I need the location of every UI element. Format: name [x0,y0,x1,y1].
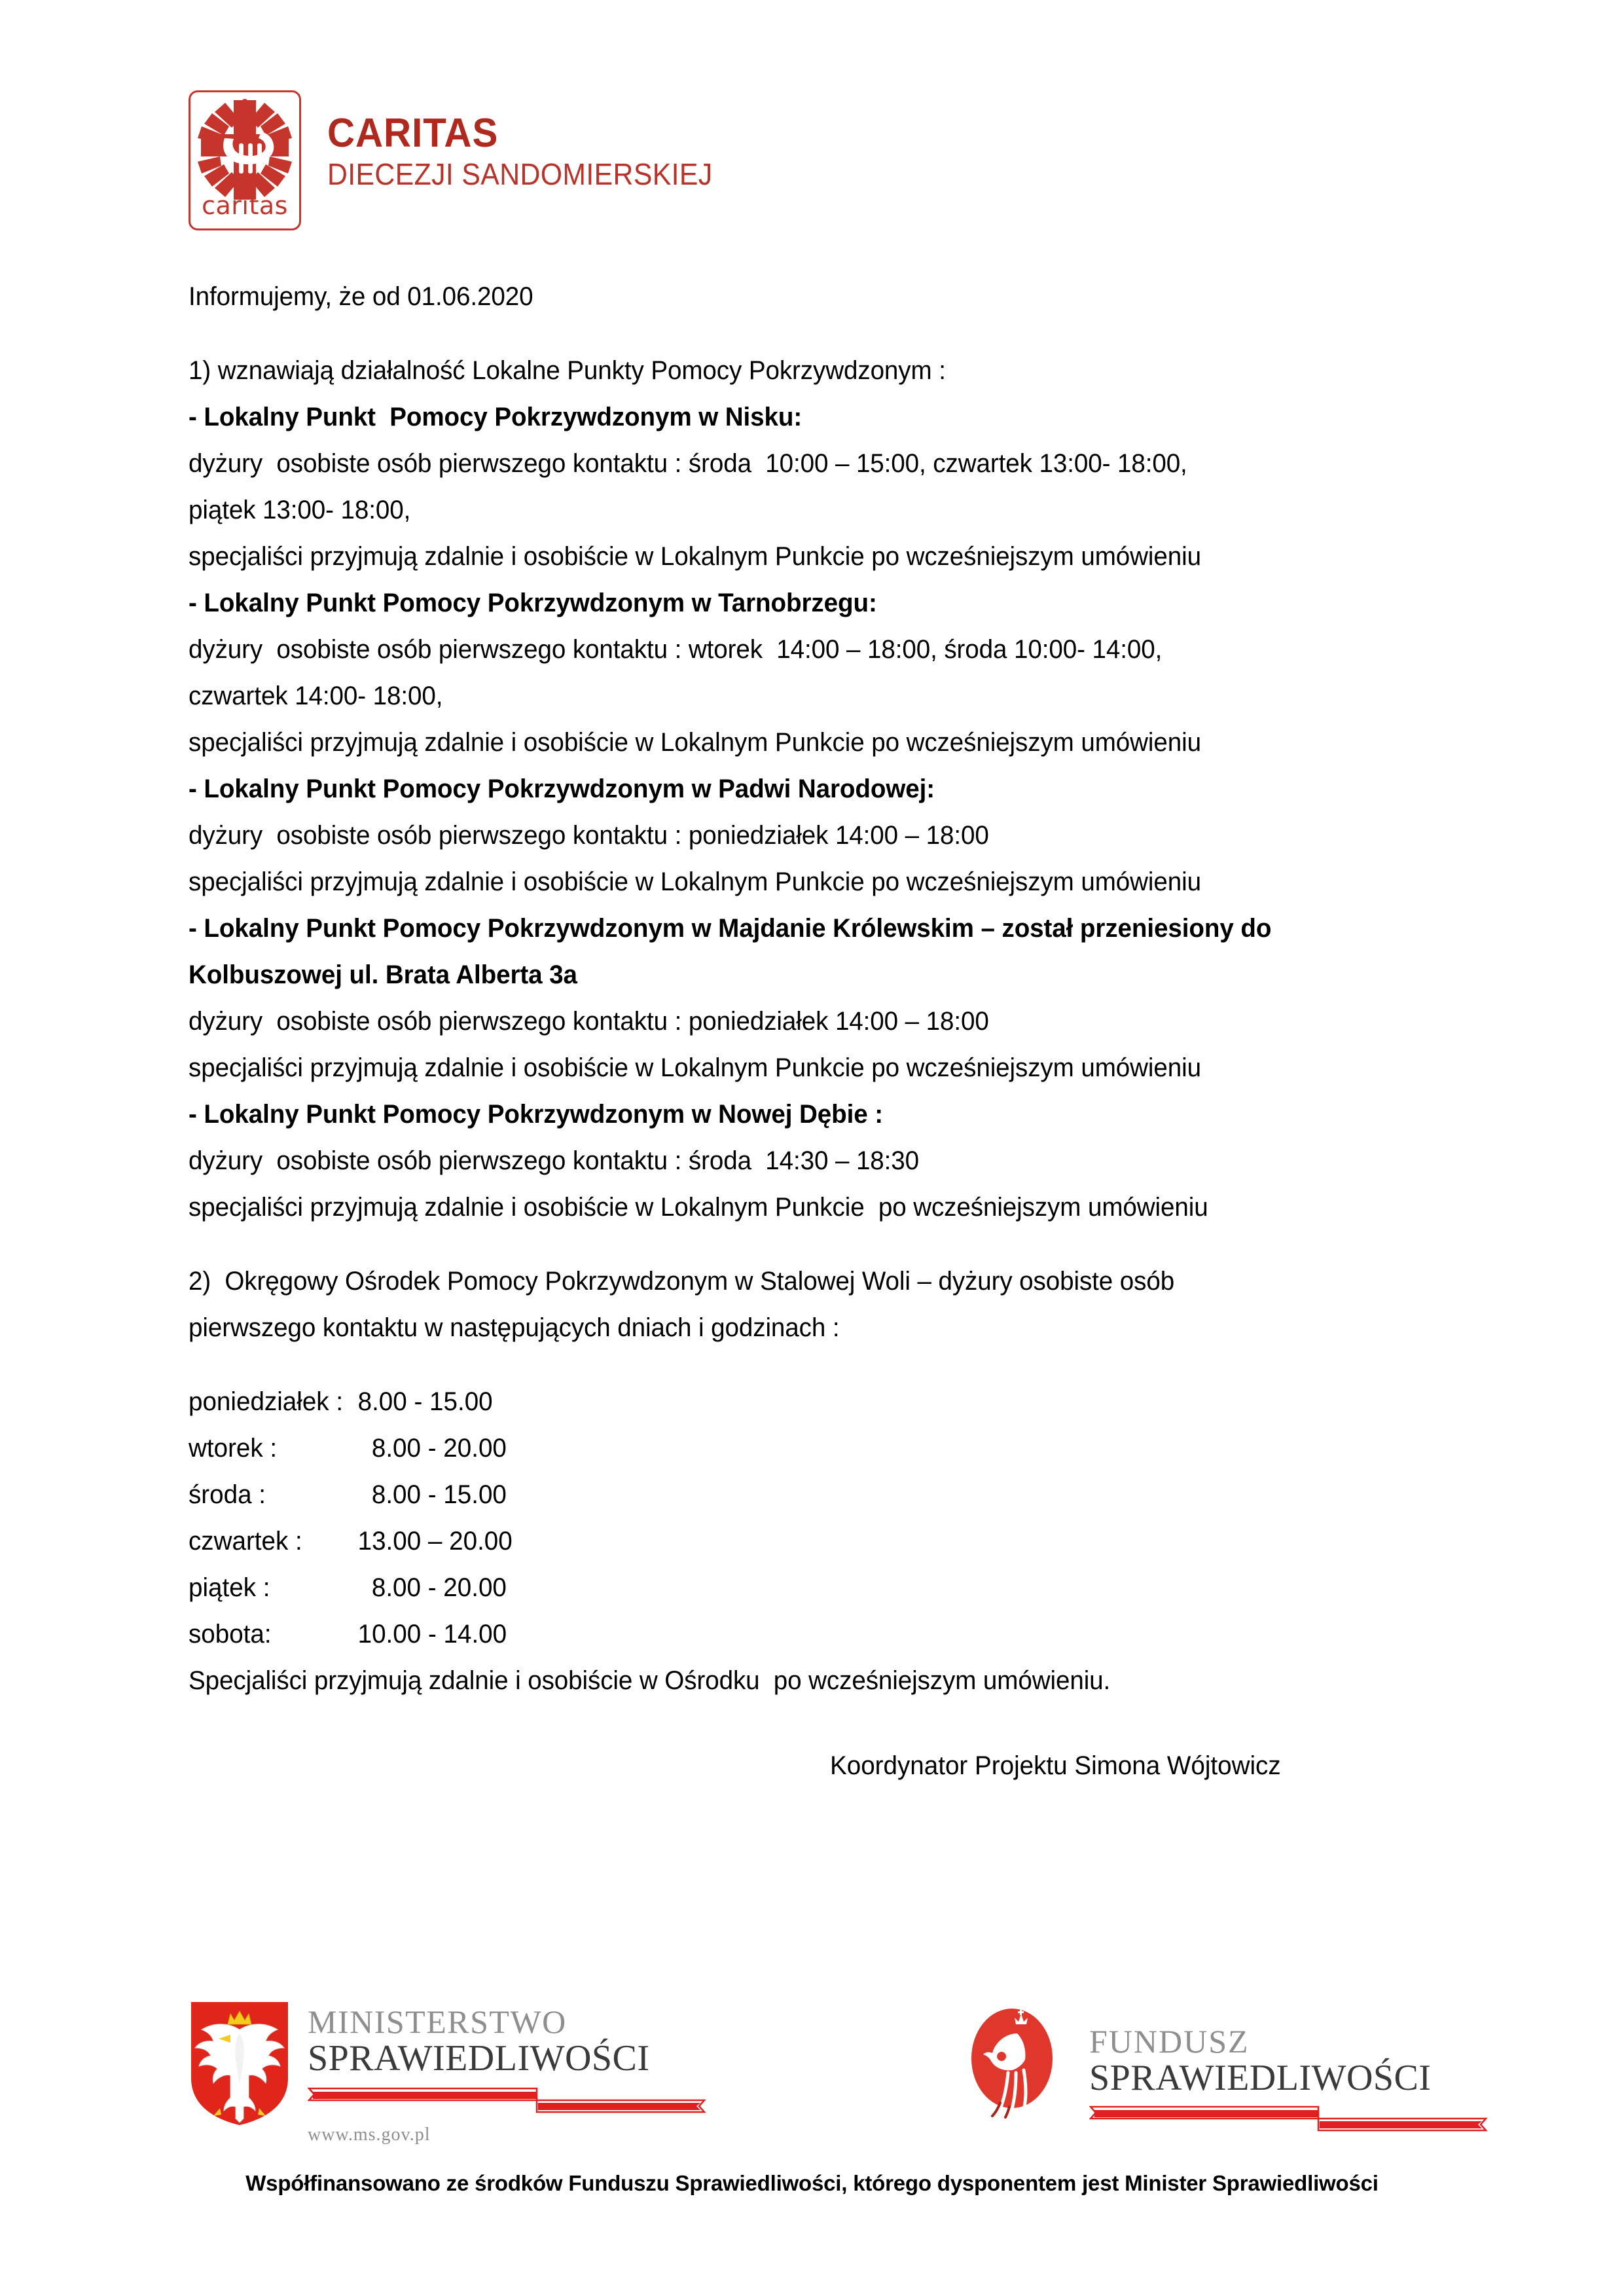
schedule-row [189,1565,1401,1611]
ministry-url: www.ms.gov.pl [308,2124,431,2145]
ministry-wordmark [308,1999,707,2145]
polish-eagle-crest-icon [189,1999,291,2128]
section2-line2: pierwszego kontaktu w następujących dniach i godzinach : [189,1313,840,1342]
schedule-hours: 8.00 - 20.00 [371,1573,507,1602]
intro-line: Informujemy, że od 01.06.2020 [189,282,533,311]
ministry-line1: MINISTERSTWO [308,2003,567,2040]
point-title-majdan-cont: Kolbuszowej ul. Brata Alberta 3a [189,960,577,989]
letter-body [189,274,1445,1704]
point-title-majdan: - Lokalny Punkt Pomocy Pokrzywdzonym w Majdanie Królewskim – został przeniesiony do [189,914,1272,943]
point-line: specjaliści przyjmują zdalnie i osobiście w Lokalnym Punkcie po wcześniejszym umówieniu [189,542,1201,571]
schedule-row [189,1425,1401,1472]
schedule-hours: 8.00 - 15.00 [357,1387,493,1416]
point-line: piątek 13:00- 18:00, [189,496,411,524]
point-line: specjaliści przyjmują zdalnie i osobiście w Lokalnym Punkcie po wcześniejszym umówieniu [189,1053,1201,1082]
fund-wordmark [1089,2005,1489,2136]
point-line: dyżury osobiste osób pierwszego kontaktu : środa 10:00 – 15:00, czwartek 13:00- 18:00, [189,449,1187,478]
signature-line: Koordynator Projektu Simona Wójtowicz [830,1751,1281,1780]
point-line: specjaliści przyjmują zdalnie i osobiście w Lokalnym Punkcie po wcześniejszym umówieniu [189,1193,1208,1222]
fund-line1: FUNDUSZ [1089,2023,1250,2060]
point-line: specjaliści przyjmują zdalnie i osobiście w Lokalnym Punkcie po wcześniejszym umówieniu [189,867,1201,896]
letterhead [189,90,742,230]
schedule-day: czwartek : [189,1527,302,1556]
schedule-day: wtorek : [189,1434,278,1463]
point-title-padew: - Lokalny Punkt Pomocy Pokrzywdzonym w Padwi Narodowej: [189,774,935,803]
caritas-logo-word: caritas [202,191,288,220]
schedule-day: sobota: [189,1620,272,1649]
point-line: czwartek 14:00- 18:00, [189,682,443,710]
polish-flag-ribbon-icon [308,2086,707,2115]
schedule-hours: 8.00 - 20.00 [371,1434,507,1463]
schedule-row [189,1472,1401,1518]
schedule-day: środa : [189,1480,266,1509]
cofinancing-note: Współfinansowano ze środków Funduszu Sprawiedliwości, którego dysponentem jest Minister Sprawiedliwości [245,2171,1379,2195]
brand-title: CARITAS [327,111,499,156]
point-line: dyżury osobiste osób pierwszego kontaktu : poniedziałek 14:00 – 18:00 [189,821,989,850]
schedule-row [189,1379,1401,1425]
brand-text [327,113,742,208]
point-line: dyżury osobiste osób pierwszego kontaktu : środa 14:30 – 18:30 [189,1146,920,1175]
footer-logos [189,1995,1439,2146]
fundusz-eagle-icon [961,2005,1071,2125]
schedule-hours: 10.00 - 14.00 [357,1620,507,1649]
fund-logo [961,2005,1489,2136]
ministry-logo [189,1999,707,2145]
schedule-row [189,1518,1401,1565]
caritas-logo-icon [189,90,301,230]
schedule-hours: 8.00 - 15.00 [371,1480,507,1509]
spacer [189,1231,1445,1258]
spacer [189,1351,1445,1379]
section1-heading: 1) wznawiają działalność Lokalne Punkty Pomocy Pokrzywdzonym : [189,356,946,385]
point-line: specjaliści przyjmują zdalnie i osobiście w Lokalnym Punkcie po wcześniejszym umówieniu [189,728,1201,757]
point-title-nowa-deba: - Lokalny Punkt Pomocy Pokrzywdzonym w Nowej Dębie : [189,1100,883,1129]
closing-line: Specjaliści przyjmują zdalnie i osobiście w Ośrodku po wcześniejszym umówieniu. [189,1666,1111,1695]
schedule-day: piątek : [189,1573,270,1602]
point-title-nisko: - Lokalny Punkt Pomocy Pokrzywdzonym w Nisku: [189,403,803,431]
schedule-day: poniedziałek : [189,1387,344,1416]
fund-line2: SPRAWIEDLIWOŚCI [1089,2058,1432,2098]
point-title-tarnobrzeg: - Lokalny Punkt Pomocy Pokrzywdzonym w Tarnobrzegu: [189,589,877,617]
schedule-hours: 13.00 – 20.00 [357,1527,513,1556]
polish-flag-ribbon-icon [1089,2104,1489,2133]
point-line: dyżury osobiste osób pierwszego kontaktu : wtorek 14:00 – 18:00, środa 10:00- 14:00, [189,635,1163,664]
schedule-row [189,1611,1401,1658]
spacer [189,320,1445,348]
section2-line1: 2) Okręgowy Ośrodek Pomocy Pokrzywdzonym w Stalowej Woli – dyżury osobiste osób [189,1267,1175,1296]
point-line: dyżury osobiste osób pierwszego kontaktu : poniedziałek 14:00 – 18:00 [189,1007,989,1036]
ministry-line2: SPRAWIEDLIWOŚCI [308,2038,650,2079]
brand-subtitle: DIECEZJI SANDOMIERSKIEJ [327,157,713,192]
